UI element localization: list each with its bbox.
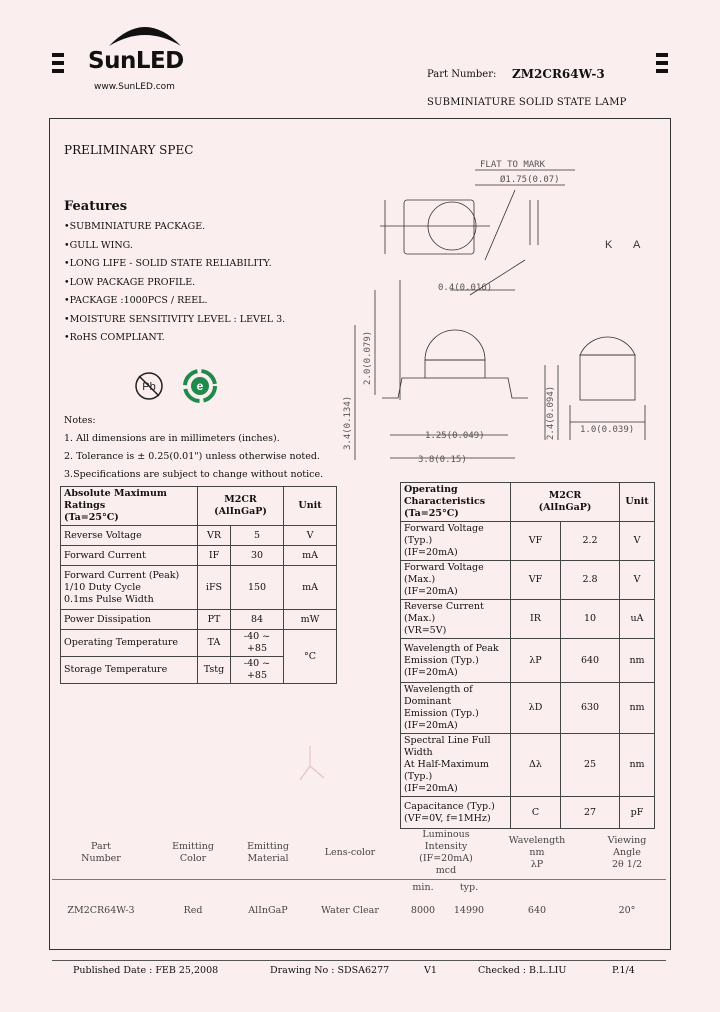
col-luminous-intensity: Luminous Intensity (IF=20mA) mcd <box>419 829 473 876</box>
abs-max-param: Storage Temperature <box>61 657 198 684</box>
abs-max-unit: V <box>284 526 337 546</box>
op-char-unit-col: Unit <box>620 483 655 522</box>
features-list <box>64 218 285 348</box>
abs-max-param: Power Dissipation <box>61 610 198 630</box>
label-dim-7: 2.0(0.079) <box>363 330 373 385</box>
abs-max-table <box>60 486 337 684</box>
op-char-symbol: λD <box>511 683 561 734</box>
abs-max-title: Absolute Maximum Ratings (Ta=25°C) <box>61 487 198 526</box>
drawing-number: Drawing No : SDSA6277 <box>270 965 390 976</box>
rohs-label: e <box>196 379 204 393</box>
abs-max-unit: °C <box>284 630 337 684</box>
document-subtitle: SUBMINIATURE SOLID STATE LAMP <box>427 97 627 108</box>
col-emitting-color: Emitting Color <box>172 841 214 864</box>
cell-intensity-min: 8000 <box>410 905 436 916</box>
feature-item: •PACKAGE :1000PCS / REEL. <box>64 295 208 306</box>
label-flat-to-mark: FLAT TO MARK <box>480 160 546 170</box>
abs-max-part-col: M2CR (AlInGaP) <box>198 487 284 526</box>
col-part-number: Part Number <box>81 841 121 864</box>
pb-free-icon <box>132 369 166 403</box>
anode-label: A <box>633 239 641 251</box>
abs-max-value: 150 <box>231 566 284 610</box>
left-bars-mark <box>52 53 64 77</box>
notes-block <box>64 412 323 484</box>
brand-logo: SunLED <box>88 48 184 74</box>
watermark-mark <box>296 744 328 784</box>
op-char-unit: V <box>620 522 655 561</box>
logo-arc-icon <box>105 18 185 48</box>
abs-max-symbol: iFS <box>198 566 231 610</box>
op-char-value: 25 <box>561 734 620 797</box>
abs-max-symbol: VR <box>198 526 231 546</box>
col-viewing-angle: Viewing Angle 2θ 1/2 <box>607 835 647 870</box>
label-dim-1: 0.4(0.016) <box>438 283 493 293</box>
col-lens-color: Lens-color <box>324 847 376 858</box>
op-char-symbol: IR <box>511 600 561 639</box>
label-diameter: Ø1.75(0.07) <box>500 175 560 185</box>
abs-max-value: 5 <box>231 526 284 546</box>
op-char-table <box>400 482 655 829</box>
published-date: Published Date : FEB 25,2008 <box>73 965 219 976</box>
feature-item: •LONG LIFE - SOLID STATE RELIABILITY. <box>64 258 272 269</box>
notes-title: Notes: <box>64 415 96 426</box>
label-dim-4: 3.4(0.134) <box>343 395 353 450</box>
op-char-unit: V <box>620 561 655 600</box>
abs-max-param: Forward Current (Peak) 1/10 Duty Cycle 0.1ms Pulse Width <box>61 566 198 610</box>
op-char-unit: nm <box>620 639 655 683</box>
op-char-symbol: VF <box>511 522 561 561</box>
op-char-param: Capacitance (Typ.) (VF=0V, f=1MHz) <box>401 797 511 829</box>
cell-lens-color: Water Clear <box>321 905 379 916</box>
cell-emitting-material: AlInGaP <box>248 905 288 916</box>
brand-url: www.SunLED.com <box>94 82 175 92</box>
part-number-value: ZM2CR64W-3 <box>512 67 605 81</box>
rohs-icon <box>181 367 219 405</box>
op-char-symbol: Δλ <box>511 734 561 797</box>
op-char-param: Reverse Current (Max.) (VR=5V) <box>401 600 511 639</box>
col-wavelength: Wavelength nm λP <box>508 835 566 870</box>
note-item: 2. Tolerance is ± 0.25(0.01") unless otherwise noted. <box>64 451 320 462</box>
op-char-value: 630 <box>561 683 620 734</box>
abs-max-param: Operating Temperature <box>61 630 198 657</box>
op-char-unit: uA <box>620 600 655 639</box>
abs-max-unit: mA <box>284 566 337 610</box>
label-dim-5: 1.0(0.039) <box>580 425 635 435</box>
label-dim-2: 2.4(0.094) <box>546 385 556 440</box>
abs-max-value: -40 ~ +85 <box>231 630 284 657</box>
op-char-param: Forward Voltage (Typ.) (IF=20mA) <box>401 522 511 561</box>
product-table-divider <box>52 879 666 880</box>
col-min: min. <box>412 882 434 893</box>
op-char-value: 10 <box>561 600 620 639</box>
abs-max-unit-col: Unit <box>284 487 337 526</box>
footer-divider <box>52 960 666 961</box>
part-number-label: Part Number: <box>427 69 497 80</box>
product-table <box>52 826 672 926</box>
cell-part-number: ZM2CR64W-3 <box>67 905 135 916</box>
op-char-param: Spectral Line Full Width At Half-Maximum (Typ.) (IF=20mA) <box>401 734 511 797</box>
op-char-symbol: C <box>511 797 561 829</box>
op-char-title: Operating Characteristics (Ta=25°C) <box>401 483 511 522</box>
feature-item: •RoHS COMPLIANT. <box>64 332 165 343</box>
op-char-part-col: M2CR (AlInGaP) <box>511 483 620 522</box>
op-char-unit: pF <box>620 797 655 829</box>
abs-max-value: 84 <box>231 610 284 630</box>
cell-emitting-color: Red <box>183 905 203 916</box>
op-char-param: Wavelength of Dominant Emission (Typ.) (IF=20mA) <box>401 683 511 734</box>
op-char-symbol: VF <box>511 561 561 600</box>
spec-title: PRELIMINARY SPEC <box>64 143 194 157</box>
abs-max-symbol: Tstg <box>198 657 231 684</box>
checked-by: Checked : B.L.LIU <box>478 965 567 976</box>
abs-max-symbol: TA <box>198 630 231 657</box>
abs-max-param: Forward Current <box>61 546 198 566</box>
cell-wavelength: 640 <box>527 905 547 916</box>
version: V1 <box>424 965 437 976</box>
op-char-unit: nm <box>620 734 655 797</box>
abs-max-unit: mA <box>284 546 337 566</box>
op-char-value: 2.2 <box>561 522 620 561</box>
label-dim-3: 1.25(0.049) <box>425 431 485 441</box>
abs-max-unit: mW <box>284 610 337 630</box>
features-title: Features <box>64 199 128 214</box>
col-typ: typ. <box>459 882 479 893</box>
pb-label: Pb <box>142 381 156 393</box>
label-dim-6: 3.8(0.15) <box>418 455 467 465</box>
feature-item: •MOISTURE SENSITIVITY LEVEL : LEVEL 3. <box>64 313 286 325</box>
op-char-unit: nm <box>620 683 655 734</box>
op-char-value: 640 <box>561 639 620 683</box>
feature-item: •SUBMINIATURE PACKAGE. <box>64 221 206 232</box>
abs-max-value: -40 ~ +85 <box>231 657 284 684</box>
col-emitting-material: Emitting Material <box>247 841 289 864</box>
right-bars-mark <box>656 53 668 77</box>
abs-max-symbol: IF <box>198 546 231 566</box>
feature-item: •LOW PACKAGE PROFILE. <box>64 276 196 288</box>
page-number: P.1/4 <box>612 965 635 976</box>
cell-intensity-typ: 14990 <box>453 905 485 916</box>
op-char-value: 2.8 <box>561 561 620 600</box>
note-item: 3.Specifications are subject to change without notice. <box>64 469 324 480</box>
cell-viewing-angle: 20° <box>618 905 636 916</box>
op-char-param: Forward Voltage (Max.) (IF=20mA) <box>401 561 511 600</box>
op-char-symbol: λP <box>511 639 561 683</box>
op-char-value: 27 <box>561 797 620 829</box>
package-drawing <box>330 150 665 480</box>
abs-max-value: 30 <box>231 546 284 566</box>
cathode-label: K <box>605 239 613 251</box>
note-item: 1. All dimensions are in millimeters (inches). <box>64 433 280 444</box>
op-char-param: Wavelength of Peak Emission (Typ.) (IF=20mA) <box>401 639 511 683</box>
abs-max-param: Reverse Voltage <box>61 526 198 546</box>
feature-item: •GULL WING. <box>64 239 133 251</box>
abs-max-symbol: PT <box>198 610 231 630</box>
